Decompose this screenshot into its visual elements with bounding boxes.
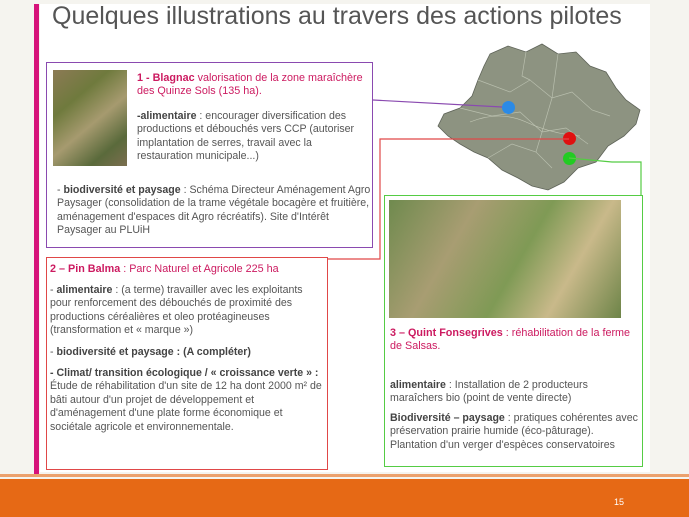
blagnac-biodiversite <box>57 184 375 238</box>
blagnac-heading-text: valorisation de la zone maraîchère des Quinze Sols (135 ha). <box>137 72 363 98</box>
footer-divider <box>0 474 689 477</box>
balma-alim-label: alimentaire <box>56 284 113 296</box>
quint-heading <box>390 327 640 354</box>
balma-climat <box>50 367 326 434</box>
territory-map <box>430 40 645 195</box>
balma-alimentaire <box>50 284 326 338</box>
blagnac-heading <box>137 72 367 99</box>
quint-bio-label: Biodiversité – paysage <box>390 412 505 424</box>
blagnac-aerial-photo <box>53 70 127 166</box>
balma-climat-label: - Climat/ transition écologique / « croissance verte » : <box>50 367 319 379</box>
accent-bar <box>34 4 39 474</box>
quint-alimentaire <box>390 379 640 406</box>
quint-heading-num: 3 – Quint Fonsegrives <box>390 327 503 339</box>
blagnac-alim-text: : encourager diversification des productions et débouchés vers CCP (autoriser implantation de serres, travail avec la restauration municipale...) <box>137 110 355 163</box>
balma-heading-num: 2 – Pin Balma <box>50 263 121 275</box>
balma-alim-prefix: - <box>50 284 57 296</box>
quint-aerial-photo <box>389 200 621 318</box>
quint-bio-text: : pratiques cohérentes avec préservation prairie humide (éco-pâturage). Plantation d'un verger d'espèces conservatoires <box>390 412 638 451</box>
blagnac-bio-text: : Schéma Directeur Aménagement Agro Paysager (consolidation de la trame végétale bocagère et fruitière, aménagement d'espaces dit Agro récréatifs). Site d'Intérêt Paysager au PLUiH <box>57 184 371 237</box>
blagnac-bio-label: biodiversité et paysage <box>63 184 181 196</box>
map-marker-blagnac <box>502 101 515 114</box>
balma-heading <box>50 263 326 276</box>
quint-alim-text: : Installation de 2 producteurs maraîchers bio (point de vente directe) <box>390 379 588 405</box>
balma-biodiversite <box>50 346 326 359</box>
footer-bar <box>0 479 689 517</box>
blagnac-bio-prefix: - <box>57 184 64 196</box>
balma-climat-text: Étude de réhabilitation d'un site de 12 ha dont 2000 m² de bâti autour d'un projet de développement et d'aménagement d'une plate forme économique et sociétale agricole et environnementale. <box>50 380 322 433</box>
page-number: 15 <box>614 497 625 507</box>
quint-heading-text: : réhabilitation de la ferme de Salsas. <box>390 327 631 353</box>
map-marker-balma <box>563 132 576 145</box>
blagnac-alimentaire <box>137 110 369 164</box>
quint-biodiversite <box>390 412 640 452</box>
balma-heading-text: : Parc Naturel et Agricole 225 ha <box>120 263 279 275</box>
quint-alim-label: alimentaire <box>390 379 446 391</box>
balma-alim-text: : (a terme) travailler avec les exploitants pour renforcement des débouchés de proximité des productions céréalières et oleo protéagineuses (transformation et « marque ») <box>50 284 303 337</box>
balma-bio-prefix: - <box>50 346 57 358</box>
balma-bio-label: biodiversité et paysage : (A compléter) <box>56 346 251 358</box>
slide-title: Quelques illustrations au travers des actions pilotes <box>52 2 622 30</box>
blagnac-alim-label: -alimentaire <box>137 110 197 122</box>
blagnac-heading-num: 1 - Blagnac <box>137 72 195 84</box>
map-marker-quint <box>563 152 576 165</box>
